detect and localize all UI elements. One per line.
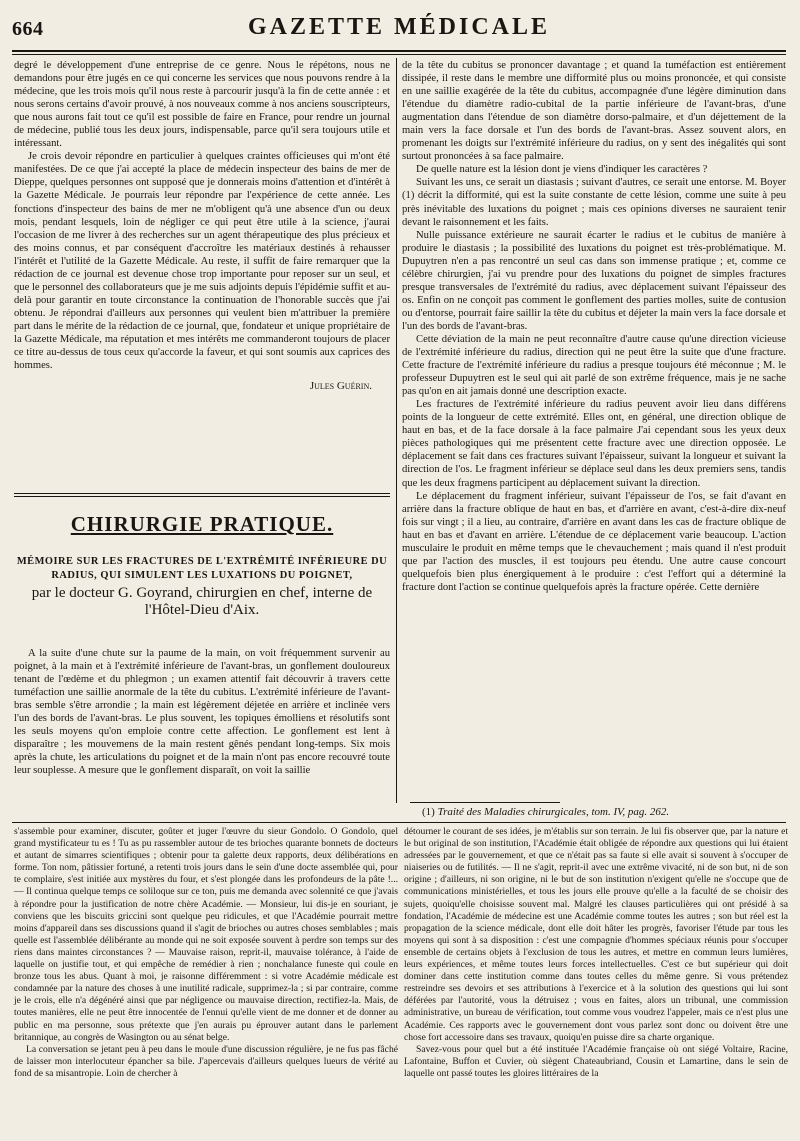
- paragraph: Les fractures de l'extrémité inférieure du radius peuvent avoir lieu dans différens points de la longueur de cette extrémité. Elles ont, en général, une direction oblique de haut en bas, et de la face dorsale à la face palmaire J'ai cependant sous les yeux deux pièces pathologiques qui me présentent cette fracture avec une direction opposée. Le déplacement se fait dans ces fractures suivant l'épaisseur, suivant la longueur et suivant la direction de l'os. Le fragment inférieur se déplace seul dans les deux premiers sens, tandis que les deux fragmens participent au déplacement suivant la direction.: [402, 399, 786, 489]
- section-heading-block: [14, 512, 390, 619]
- paragraph: Le déplacement du fragment inférieur, suivant l'épaisseur de l'os, se fait d'avant en arrière dans la fracture oblique de haut en bas, et d'arrière en avant, c'est-à-dire dix-neuf fois sur vingt ; il a lieu, au contraire, d'arrière en avant dans les cas de fracture oblique de haut en bas et d'avant en arrière. L'étendue de ce déplacement varie beaucoup. L'action musculaire le produit en même temps que le chevauchement ; mais quand il n'est produit que par l'action des muscles, il est toujours peu étendu. Une autre cause concourt quelquefois bien plus énergiquement à le produire : c'est l'effort qui a déterminé la fracture dont l'action se continue quelquefois après la fracture opérée. Cette dernière: [402, 490, 786, 593]
- left-column-article: [14, 647, 390, 777]
- paragraph: Savez-vous pour quel but a été instituée l'Académie française où ont siégé Voltaire, Racine, Lafontaine, Buffon et Cuvier, où siègent Chateaubriand, Cousin et Lamartine, dans le sein de laquelle ont passé toutes les gloires littéraires de la: [404, 1043, 788, 1079]
- feuilleton-right: [404, 826, 788, 1080]
- paragraph: Suivant les uns, ce serait un diastasis ; suivant d'autres, ce serait une entorse. M. Boyer (1) décrit la difformité, qui est la suite constante de cette lésion, comme une suite à peu près inévitable des luxations du poignet ; mais ces opinions diverses ne sauraient tenir devant le raisonnement et les faits.: [402, 177, 786, 228]
- paragraph: La conversation se jetant peu à peu dans le moule d'une discussion régulière, je ne fus pas fâché de laisser mon interlocuteur épancher sa bile. J'apercevais d'ailleurs quelques lueurs de vérité au fond de sa misantropie. Loin de chercher à: [14, 1043, 398, 1079]
- section-title: CHIRURGIE PRATIQUE.: [70, 512, 334, 536]
- section-separator: [14, 493, 390, 494]
- footnote: [422, 806, 669, 818]
- memoire-author: par le docteur G. Goyrand, chirurgien en chef, interne de l'Hôtel-Dieu d'Aix.: [31, 585, 373, 618]
- feuilleton-rule: [12, 822, 786, 823]
- journal-title: GAZETTE MÉDICALE: [247, 14, 551, 40]
- footnote-text: Traité des Maladies chirurgicales, tom. IV, pag. 262.: [437, 806, 670, 818]
- paragraph: degré le développement d'une entreprise de ce genre. Nous le répétons, nous ne demandons pour être jugés en ce qui concerne les services que nous pouvons rendre à la médecine, que les trois mois qu'il nous reste à parcourir jusqu'à la fin de cette année : et nous serons certains d'avoir prouvé, à nos nouveaux comme à nos anciens souscripteurs, que nous aurons fait tout ce qu'il est possible de faire en France, pour rendre un journal de médecine, publié tous les deux jours, indispensable, parce qu'il sera toujours utile et intéressant.: [14, 60, 390, 150]
- memoire-title: MÉMOIRE SUR LES FRACTURES DE L'EXTRÉMITÉ INFÉRIEURE DU RADIUS, QUI SIMULENT LES LUXATIONS DU POIGNET,: [16, 556, 388, 581]
- paragraph: De quelle nature est la lésion dont je viens d'indiquer les caractères ?: [416, 164, 708, 176]
- footnote-rule: [410, 802, 560, 803]
- left-column-top: [14, 59, 390, 393]
- page-number: 664: [12, 18, 44, 40]
- paragraph: Cette déviation de la main ne peut reconnaître d'autre cause qu'une direction vicieuse de l'extrémité inférieure du radius, direction qui ne peut être la suite que d'une fracture. Cette fracture de l'extrémité inférieure du radius a presque toujours été méconnue ; M. le professeur Dupuytren est le seul qui ait parlé de son extrême fréquence, mais je ne sache pas qu'on en ait jamais donné une description exacte.: [402, 333, 786, 398]
- header-rule-thin: [12, 54, 786, 55]
- signature: Jules Guérin.: [309, 380, 372, 393]
- footnote-marker: (1): [422, 806, 435, 818]
- page-header: [12, 14, 786, 48]
- right-column: [402, 59, 786, 594]
- paragraph: A la suite d'une chute sur la paume de la main, on voit fréquemment survenir au poignet, à la main et à l'extrémité inférieure de l'avant-bras, un gonflement douloureux tenant de l'œdème et du phlegmon ; un examen attentif fait découvrir à travers cette tuméfaction une saillie anormale de la tête du cubitus. L'extrémité inférieure de l'avant-bras semble s'être arrondie ; la main est légèrement déjetée en arrière et inclinée vers l'un des bords de l'avant-bras. Le plus souvent, les topiques émolliens et résolutifs sont les seuls moyens qu'on emploie contre cette affection. Le gonflement est lent à disparaître ; les mouvemens de la main restent gênés pendant long-temps. Six mois après la chute, les articulations du poignet et de la main n'ont pas encore recouvré toute leur souplesse. A mesure que le gonflement disparaît, on voit la saillie: [14, 648, 390, 777]
- header-rule: [12, 50, 786, 52]
- column-divider: [396, 58, 397, 803]
- paragraph: s'assemble pour examiner, discuter, goûter et juger l'œuvre du sieur Gondolo. O Gondolo, quel grand mystificateur tu es ! Tu as pu rassembler autour de tes brioches quarante bonnets de docteurs et autant de simarres scientifiques ; obtenir pour ta galette deux rapports, deux délibérations en forme. Ton nom, pâtissier fortuné, a retenti trois jours dans le sein d'une docte assemblée qui, pour te complaire, s'est initiée aux mystères du four, et s'est plongée dans les profondeurs de la pâte !... — Il continua quelque temps ce soliloque sur ce ton, puis me demanda avec solennité ce que j'avais à répondre pour la justification de notre chère Académie. — Monsieur, lui dis-je en souriant, je conviens que les biscuits griccini sont quelque peu ridicules, et que l'Académie pourrait mettre moins d'appareil dans ses discussions quand il s'agit de brioches ou autres choses semblables ; mais quelle est l'assemblée délibérante au monde qui ne soit exposée souvent à perdre son temps sur des riens dans maintes circonstances ? — Mauvaise raison, reprit-il, mauvaise tolérance, à l'aide de laquelle on justifie tout, et qui empêche de remédier à rien ; nonchalance funeste qui coule en bronze tous les abus. Quant à moi, je raisonne différemment : si votre Académie médicale est condamnée par la nature des choses à une inutilité radicale, supprimez-la ; si par contraire, comme je le crois, elle n'a dégénéré ainsi que par négligence ou mauvaise direction, rectifiez-la. Mais, de toutes manières, elle ne peut être innocentée de l'ennui qu'elle vient de me donner et de donner au public en ma personne, sous prétexte que j'en aurais pu éprouver autant dans le parlement britannique, au congrès de Wasington ou au sénat belge.: [14, 826, 398, 1043]
- paragraph: Nulle puissance extérieure ne saurait écarter le radius et le cubitus de manière à produire le diastasis ; la possibilité des luxations du poignet est très-problématique. M. Dupuytren n'en a pas rencontré un seul cas dans son immense pratique ; et, comme ce célèbre chirurgien, j'ai vu prendre pour des luxations du poignet de simples fractures presque transversales de l'extrémité du radius, avec déplacement suivant l'épaisseur des os. Enfin on ne conçoit pas comment le gonflement des parties molles, suite de contusion ou d'entorse, pourrait faire saillir la tête du cubitus et déjeter la main vers la face dorsale et l'un des bords de l'avant-bras.: [402, 229, 786, 332]
- paragraph: Je crois devoir répondre en particulier à quelques craintes officieuses qui m'ont été manifestées. De ce que j'ai accepté la place de médecin inspecteur des bains de mer de Dieppe, quelques personnes ont supposé que je donnerais moins d'attention et d'intérêt à la Gazette Médicale. Je pourrais leur répondre par l'expérience de cette année. Les fonctions d'inspecteur des bains de mer ne m'obligent qu'à une absence d'un ou deux mois, pendant lesquels, loin de négliger ce qui peut être utile à la science, j'aurai l'occasion de me livrer à des recherches sur un agent thérapeutique des plus précieux et des moins connus, et par conséquent d'accroître les matériaux destinés à rehausser l'intérêt et l'utilité de la Gazette Médicale. Au reste, il suffit de faire remarquer que la rédaction de ce journal est devenue chose trop importante pour reposer sur un seul, et que le personnel des collaborateurs que je me suis adjoints depuis l'épidémie suffit et au-delà pour garantir en toute circonstance la continuation de l'honorable succès que j'ai obtenu. Je répondrai d'ailleurs aux personnes qui veulent bien m'attribuer la première part dans le mérite de la rédaction de ce journal, que, fondateur et unique propriétaire de la Gazette Médicale, ma réputation et mes intérêts me commanderont toujours de placer ce titre au-dessus de tous ceux qu'accorde la faveur, et qui sont soumis aux caprices des hommes.: [14, 151, 390, 372]
- feuilleton-left: [14, 826, 398, 1080]
- section-separator-thin: [14, 496, 390, 497]
- paragraph: détourner le courant de ses idées, je m'établis sur son terrain. Je lui fis observer que, par la nature et le but original de son institution, l'Académie était obligée de répondre aux questions qui lui étaient adressées par le gouvernement, et que ce n'était pas sa faute si elle avait si souvent à s'occuper de niaiseries ou de futilités. — Il ne s'agit, reprit-il avec une extrême vivacité, ni de son but, ni de son origine ; d'ailleurs, ni son origine, ni le but de son institution n'exigent qu'elle ne s'occupe que de communications ministérielles, et tous les jours elle prouve qu'elle a la faculté de se choisir des sujets, quoiqu'elle choisisse souvent mal. Malgré les clauses particulières qui ont présidé à sa fondation, l'Académie de médecine est une Académie comme toutes les autres ; son but réel est la propagation de la science médicale, dont elle doit hâter les progrès, favoriser l'étude par tous les moyens qui sont à sa disposition : c'est une compagnie d'hommes spéciaux réunis pour s'occuper ensemble de certains objets à l'exclusion de tous les autres, et mettre en commun leurs lumières, leurs expériences, et même toutes leurs forces intellectuelles. C'est ce but supérieur qui doit dominer dans cette institution comme dans toutes celles du même genre. Si vous prétendez restreindre ses devoirs et ses attributions à l'exercice et à la solution des questions qui lui sont déférées par l'autorité, vous la détruisez ; vous en faites, alors un tribunal, une commission administrative, un bureau de vérification, tout comme vous voudrez l'appeler, mais ce n'est plus une Académie. Ces rapports avec le gouvernement dont vous parlez sont donc ou doivent être une chose fort accessoire dans ses travaux, quoiqu'en puisse dire sa charte organique.: [404, 826, 788, 1043]
- paragraph: de la tête du cubitus se prononcer davantage ; et quand la tuméfaction est entièrement dissipée, il reste dans le membre une difformité plus ou moins prononcée, et qui consiste en une saillie exagérée de la tête du cubitus, accompagnée d'une légère diminution dans l'étendue du diamètre radio-cubital de la partie inférieure de l'avant-bras, d'une augmentation dans l'étendue de son diamètre dorso-palmaire, et d'un déjettement de la main vers la face dorsale et l'un des bords de l'avant-bras. Assez souvent alors, en promenant les doigts sur l'extrémité inférieure du radius, on y sent des inégalités qui sont surtout prononcées à sa face palmaire.: [402, 60, 786, 163]
